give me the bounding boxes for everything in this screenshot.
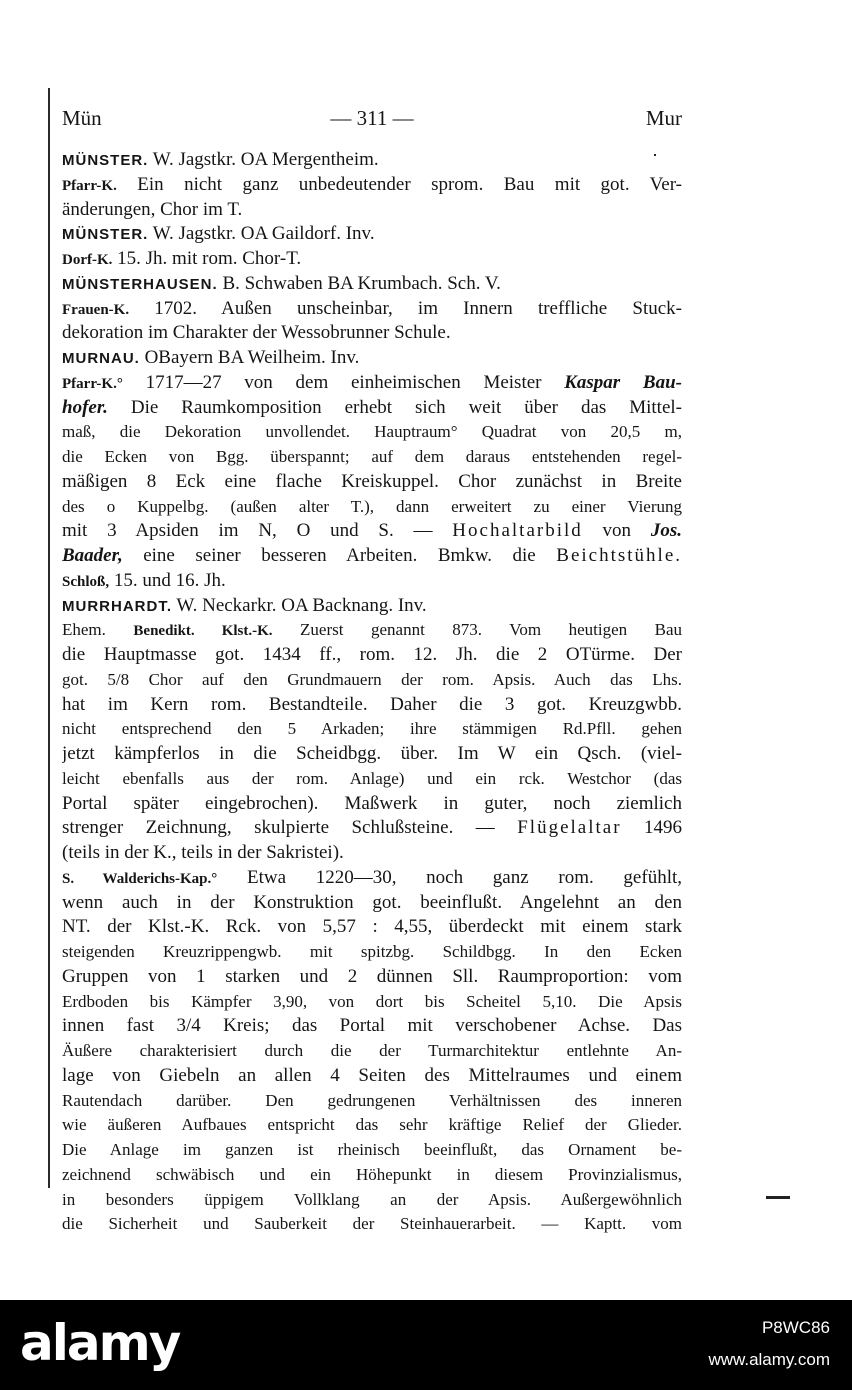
page-number: — 311 — xyxy=(330,106,414,130)
entry-heading-line xyxy=(62,222,682,247)
line-text: Ehem. xyxy=(62,620,134,640)
text-line: hat im Kern rom. Bestandteile. Daher die 3 got. Kreuzgwbb. xyxy=(62,693,682,715)
text-line: jetzt kämpferlos in die Scheidbgg. über. Im W ein Qsch. (viel- xyxy=(62,743,682,764)
text-line: lage von Giebeln an allen 4 Seiten des Mittelraumes und einem xyxy=(62,1064,682,1086)
text-line: die Sicherheit und Sauberkeit der Steinhauerarbeit. — Kaptt. vom xyxy=(62,1214,682,1234)
place-name: MÜNSTER. xyxy=(62,152,149,169)
line-text: von xyxy=(582,520,651,542)
text-line xyxy=(62,297,682,322)
line-text: B. Schwaben BA Krumbach. Sch. V. xyxy=(217,272,501,294)
text-line: dekoration im Charakter der Wessobrunner Schule. xyxy=(62,322,451,344)
building-label: Frauen-K. xyxy=(62,301,130,318)
text-line: leicht ebenfalls aus der rom. Anlage) und ein rck. Westchor (das xyxy=(62,768,682,788)
line-text: 1717—27 von dem einheimischen Meister xyxy=(122,371,565,393)
page-margin-line xyxy=(48,88,50,1188)
text-line: Äußere charakterisiert durch die der Turmarchitektur entlehnte An- xyxy=(62,1041,682,1060)
entry-heading-line xyxy=(62,148,682,173)
text-line: nicht entsprechend den 5 Arkaden; ihre stämmigen Rd.Pfll. gehen xyxy=(62,719,682,739)
text-line: NT. der Klst.-K. Rck. von 5,57 : 4,55, überdeckt mit einem stark xyxy=(62,916,682,938)
text-line: maß, die Dekoration unvollendet. Hauptraum° Quadrat von 20,5 m, xyxy=(62,422,682,442)
running-header xyxy=(62,102,682,134)
line-text: Etwa 1220—30, noch ganz rom. gefühlt, xyxy=(217,866,682,888)
building-label: Pfarr-K.° xyxy=(62,375,123,392)
scan-speck xyxy=(654,154,656,156)
header-right-catchword: Mur xyxy=(645,106,682,130)
scan-speck xyxy=(766,1196,790,1199)
line-text: Ein nicht ganz unbedeutender sprom. Bau mit got. Ver- xyxy=(116,173,682,195)
text-line xyxy=(62,396,682,421)
text-line: Gruppen von 1 starken und 2 dünnen Sll. Raumproportion: vom xyxy=(62,965,682,987)
text-line xyxy=(62,371,682,396)
text-line: mäßigen 8 Eck eine flache Kreiskuppel. Chor zunächst in Breite xyxy=(62,470,682,492)
building-label: Dorf-K. xyxy=(62,252,113,268)
artwork-name: Hochaltarbild xyxy=(452,520,583,542)
text-line: steigenden Kreuzrippengwb. mit spitzbg. Schildbgg. In den Ecken xyxy=(62,942,682,961)
text-line: Rautendach darüber. Den gedrungenen Verhältnissen des inneren xyxy=(62,1090,682,1110)
text-line: des o Kuppelbg. (außen alter T.), dann erweitert zu einer Vierung xyxy=(62,496,682,516)
text-line: änderungen, Chor im T. xyxy=(62,198,243,220)
entry-heading-line xyxy=(62,594,682,619)
line-text: 15. Jh. mit rom. Chor-T. xyxy=(112,248,302,269)
artwork-name: Beichtstühle. xyxy=(556,545,682,566)
alamy-logo: alamy xyxy=(20,1314,180,1372)
building-label: S. Walderichs-Kap.° xyxy=(62,870,218,887)
text-line xyxy=(62,569,682,594)
entry-heading-line xyxy=(62,346,682,371)
text-line: Die Anlage im ganzen ist rheinisch beeinflußt, das Ornament be- xyxy=(62,1140,682,1159)
text-line: wenn auch in der Konstruktion got. beeinflußt. Angelehnt an den xyxy=(62,891,682,913)
text-line: die Ecken von Bgg. überspannt; auf dem daraus entstehenden regel- xyxy=(62,447,682,466)
artist-name: Kaspar Bau- xyxy=(564,371,682,393)
text-line: got. 5/8 Chor auf den Grundmauern der rom. Apsis. Auch das Lhs. xyxy=(62,669,682,689)
text-line: Erdboden bis Kämpfer 3,90, von dort bis Scheitel 5,10. Die Apsis xyxy=(62,991,682,1011)
place-name: MÜNSTERHAUSEN. xyxy=(62,275,218,293)
building-label: Pfarr-K. xyxy=(62,177,117,194)
text-line: zeichnend schwäbisch und ein Höhepunkt in diesem Provinzialismus, xyxy=(62,1164,682,1184)
text-body xyxy=(62,148,682,1237)
line-text: 1702. Außen unscheinbar, im Innern treffliche Stuck- xyxy=(129,297,682,319)
text-line xyxy=(62,866,682,891)
site-url: www.alamy.com xyxy=(708,1350,830,1369)
text-line xyxy=(62,173,682,198)
text-line: wie äußeren Aufbaues entspricht das sehr kräftige Relief der Glieder. xyxy=(62,1115,682,1135)
artist-name: hofer. xyxy=(62,396,108,418)
text-line xyxy=(62,519,682,544)
text-line: innen fast 3/4 Kreis; das Portal mit verschobener Achse. Das xyxy=(62,1015,682,1037)
artist-name: Baader, xyxy=(62,545,123,566)
line-text: W. Neckarkr. OA Backnang. Inv. xyxy=(172,594,427,616)
line-text: 15. und 16. Jh. xyxy=(109,569,226,591)
line-text: strenger Zeichnung, skulpierte Schlußsteine. — xyxy=(62,817,518,839)
place-name: MURRHARDT. xyxy=(62,597,172,615)
building-label: Benedikt. Klst.-K. xyxy=(133,623,273,640)
line-text: eine seiner besseren Arbeiten. Bmkw. die xyxy=(122,545,557,566)
line-text: W. Jagstkr. OA Mergentheim. xyxy=(148,149,379,170)
entry-heading-line xyxy=(62,272,682,297)
text-line xyxy=(62,618,682,643)
place-name: MURNAU. xyxy=(62,350,140,367)
header-left-catchword: Mün xyxy=(62,106,102,130)
text-line xyxy=(62,247,682,272)
artist-name: Jos. xyxy=(650,520,682,542)
place-name: MÜNSTER. xyxy=(62,226,149,244)
line-text: Die Raumkomposition erhebt sich weit über das Mittel- xyxy=(107,396,682,418)
watermark-banner xyxy=(0,1300,852,1390)
building-label: Schloß, xyxy=(62,573,110,590)
text-line: in besonders üppigem Vollklang an der Apsis. Außergewöhnlich xyxy=(62,1189,682,1209)
image-id: P8WC86 xyxy=(761,1318,830,1337)
line-text: W. Jagstkr. OA Gaildorf. Inv. xyxy=(148,223,375,245)
text-line xyxy=(62,816,682,841)
text-line xyxy=(62,544,682,569)
line-text: mit 3 Apsiden im N, O und S. — xyxy=(62,520,453,542)
line-text: Zuerst genannt 873. Vom heutigen Bau xyxy=(272,620,682,640)
text-line: (teils in der K., teils in der Sakristei). xyxy=(62,842,344,863)
text-line: Portal später eingebrochen). Maßwerk in guter, noch ziemlich xyxy=(62,792,682,814)
artwork-name: Flügelaltar xyxy=(517,817,622,839)
text-line: die Hauptmasse got. 1434 ff., rom. 12. Jh. die 2 OTürme. Der xyxy=(62,644,682,665)
line-text: 1496 xyxy=(621,817,682,839)
line-text: OBayern BA Weilheim. Inv. xyxy=(139,347,360,368)
